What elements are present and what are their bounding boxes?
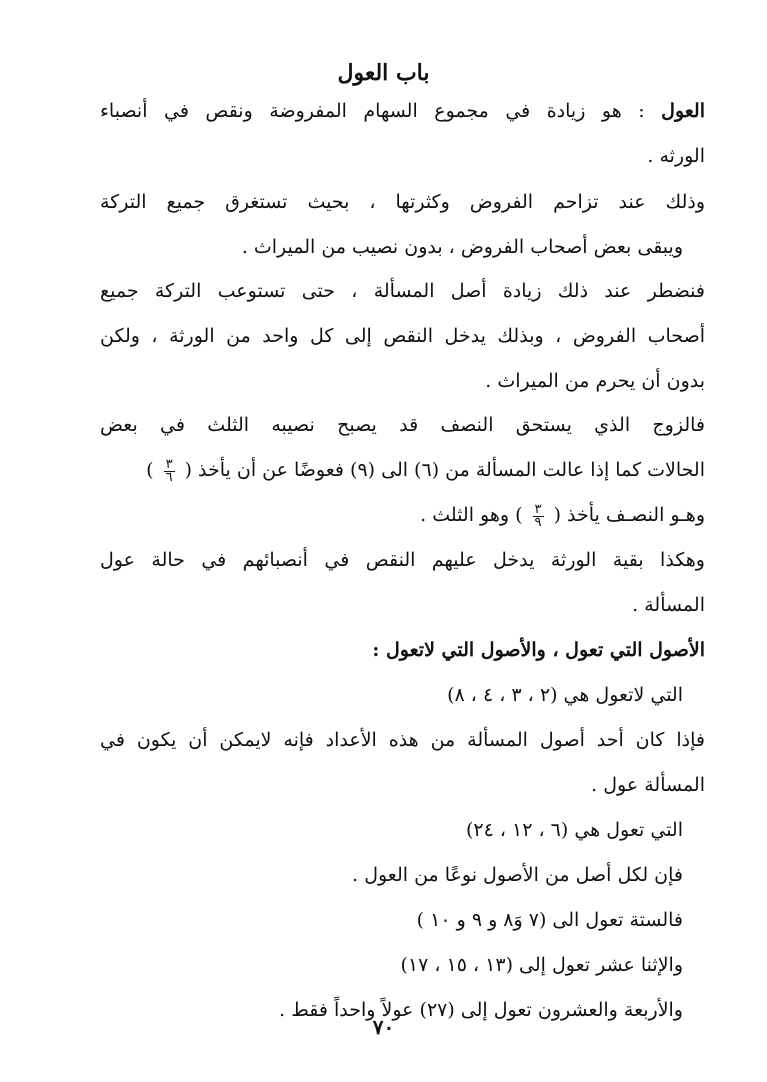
text-line: التي لاتعول هي (٢ ، ٣ ، ٤ ، ٨) (447, 684, 683, 706)
text-line: فالستة تعول الى (٧ وَ٨ و ٩ و ١٠ ) (416, 909, 683, 931)
text-line: ويبقى بعض أصحاب الفروض ، بدون نصيب من الميراث . (241, 236, 683, 258)
text-line: المسألة عول . (591, 774, 705, 796)
chapter-title: باب العول (337, 60, 430, 86)
fraction-numerator: ٣ (534, 501, 542, 517)
text-line: والأربعة والعشرون تعول إلى (٢٧) عولاً واحداً فقط . (279, 999, 683, 1021)
text-line: فإن لكل أصل من الأصول نوعًا من العول . (352, 864, 683, 886)
text-segment: الحالات كما إذا عالت المسألة من (٦) الى (٩) فعوضًا عن أن يأخذ ( (184, 459, 705, 481)
text-segment: ) وهو الثلث . (420, 504, 523, 526)
text-line: وهكذا بقية الورثة يدخل عليهم النقص في أنصبائهم في حالة عول (100, 549, 705, 571)
defined-term: العول (661, 100, 705, 122)
text-line: والإثنا عشر تعول إلى (١٣ ، ١٥ ، ١٧) (400, 954, 683, 976)
text-line (100, 96, 705, 126)
text-line (100, 455, 705, 485)
fraction-three-sixths (164, 456, 175, 485)
fraction-denominator: ٩ (534, 514, 542, 530)
text-segment: وهـو النصـف يأخذ ( (553, 504, 705, 526)
fraction-denominator: ٦ (165, 469, 173, 485)
page-number: ٧٠ (372, 1015, 395, 1039)
text-line: فإذا كان أحد أصول المسألة من هذه الأعداد فإنه لايمكن أن يكون في (100, 729, 705, 751)
text-line: فالزوج الذي يستحق النصف قد يصبح نصيبه الثلث في بعض (100, 414, 705, 436)
section-heading: الأصول التي تعول ، والأصول التي لاتعول : (372, 639, 705, 661)
text-line: بدون أن يحرم من الميراث . (485, 370, 705, 392)
text-line: التي تعول هي (٦ ، ١٢ ، ٢٤) (465, 819, 683, 841)
text-line (420, 500, 705, 530)
text-line: المسألة . (632, 594, 705, 616)
fraction-numerator: ٣ (165, 456, 173, 472)
text-line: الورثه . (647, 145, 705, 167)
text-line: أصحاب الفروض ، وبذلك يدخل النقص إلى كل واحد من الورثة ، ولكن (100, 325, 705, 347)
fraction-three-ninths (533, 501, 544, 530)
text-line: وذلك عند تزاحم الفروض وكثرتها ، بحيث تستغرق جميع التركة (100, 191, 705, 213)
text-segment: ) (146, 459, 154, 481)
definition-text: : هو زيادة في مجموع السهام المفروضة ونقص في أنصباء (100, 100, 662, 122)
text-line: فنضطر عند ذلك زيادة أصل المسألة ، حتى تستوعب التركة جميع (100, 280, 705, 302)
